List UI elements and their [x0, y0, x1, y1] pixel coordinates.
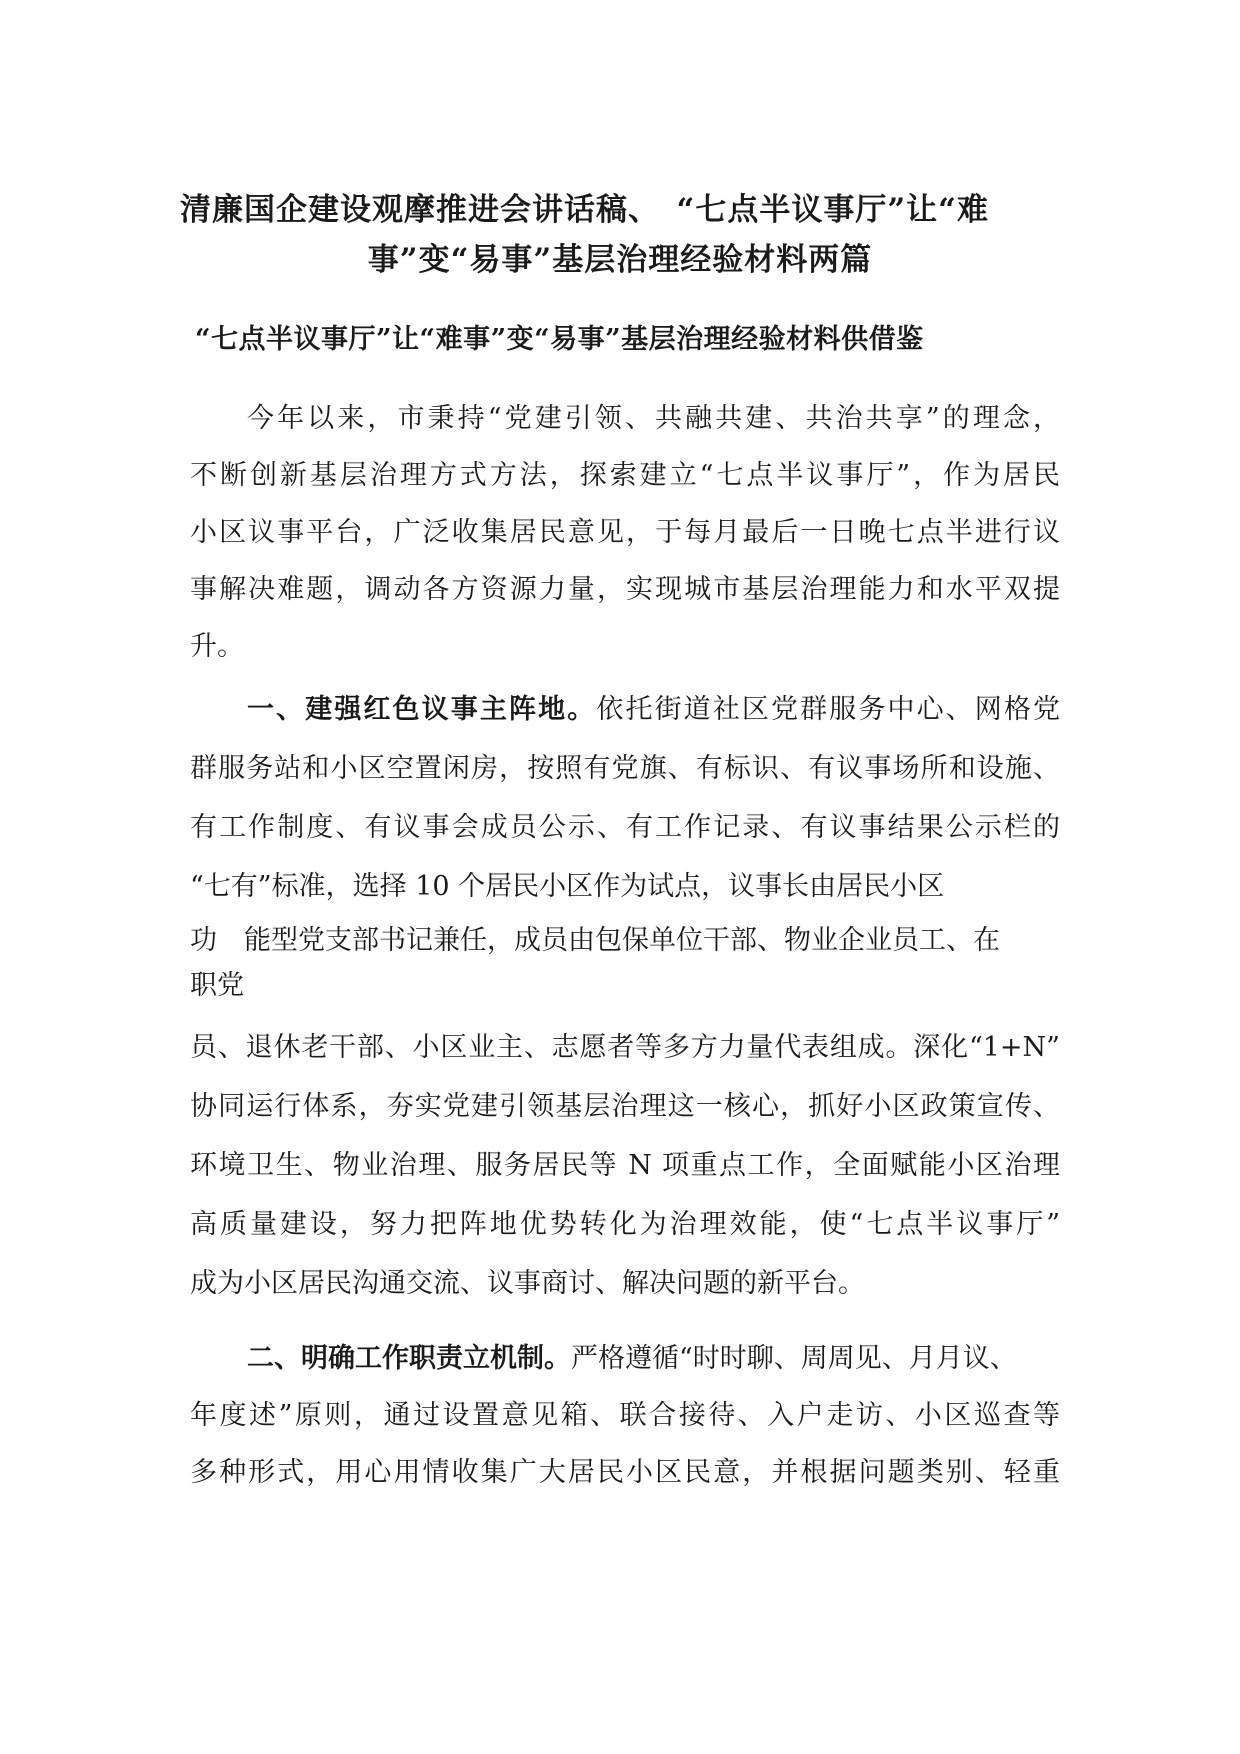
document-subtitle: “七点半议事厅”让“难事”变“易事”基层治理经验材料供借鉴: [195, 324, 924, 355]
paragraph-line: 员、退休老干部、小区业主、志愿者等多方力量代表组成。深化“1+N”: [190, 1032, 1060, 1063]
paragraph-line: 有工作制度、有议事会成员公示、有工作记录、有议事结果公示栏的: [190, 812, 1060, 843]
paragraph-line: 成为小区居民沟通交流、议事商讨、解决问题的新平台。: [190, 1268, 865, 1299]
document-title: [180, 185, 1060, 285]
section-heading-1: 一、建强红色议事主阵地。: [247, 694, 597, 725]
paragraph-line: 协同运行体系，夯实党建引领基层治理这一核心，抓好小区政策宣传、: [190, 1091, 1060, 1122]
paragraph-line: “七有”标准，选择 10 个居民小区作为试点，议事长由居民小区: [190, 871, 945, 902]
paragraph-line: 职党: [190, 970, 244, 1001]
paragraph-line: 环境卫生、物业治理、服务居民等 N 项重点工作，全面赋能小区治理: [190, 1150, 1060, 1181]
paragraph-line: 升。: [190, 631, 244, 662]
paragraph-line: 年度述”原则，通过设置意见箱、联合接待、入户走访、小区巡查等: [190, 1400, 1060, 1431]
paragraph-line: 群服务站和小区空置闲房，按照有党旗、有标识、有议事场所和设施、: [190, 753, 1060, 784]
paragraph-intro: [190, 390, 1060, 675]
paragraph-line: 高质量建设，努力把阵地优势转化为治理效能，使“七点半议事厅”: [190, 1209, 1060, 1240]
title-line-1: 清廉国企建设观摩推进会讲话稿、 “七点半议事厅”让“难: [180, 192, 989, 228]
paragraph-line: 事解决难题，调动各方资源力量，实现城市基层治理能力和水平双提: [190, 574, 1060, 605]
paragraph-line-text: 依托街道社区党群服务中心、网格党: [596, 694, 1061, 725]
paragraph-section-2: [190, 1330, 1060, 1501]
paragraph-line: 今年以来，市秉持“党建引领、共融共建、共治共享”的理念，: [247, 403, 1060, 434]
paragraph-line: 小区议事平台，广泛收集居民意见，于每月最后一日晚七点半进行议: [190, 517, 1060, 548]
title-line-2: 事”变“易事”基层治理经验材料两篇: [367, 242, 873, 278]
paragraph-line: [190, 1330, 1060, 1387]
paragraph-line: [190, 680, 1060, 739]
section-heading-2: 二、明确工作职责立机制。: [247, 1343, 571, 1374]
paragraph-section-1: [190, 680, 1060, 1313]
paragraph-line-text: 严格遵循“时时聊、周周见、月月议、: [571, 1343, 1017, 1374]
paragraph-line: 功 能型党支部书记兼任，成员由包保单位干部、物业企业员工、在: [190, 925, 1000, 956]
paragraph-line: 不断创新基层治理方式方法，探索建立“七点半议事厅”，作为居民: [190, 460, 1060, 491]
paragraph-line: 多种形式，用心用情收集广大居民小区民意，并根据问题类别、轻重: [190, 1457, 1060, 1488]
